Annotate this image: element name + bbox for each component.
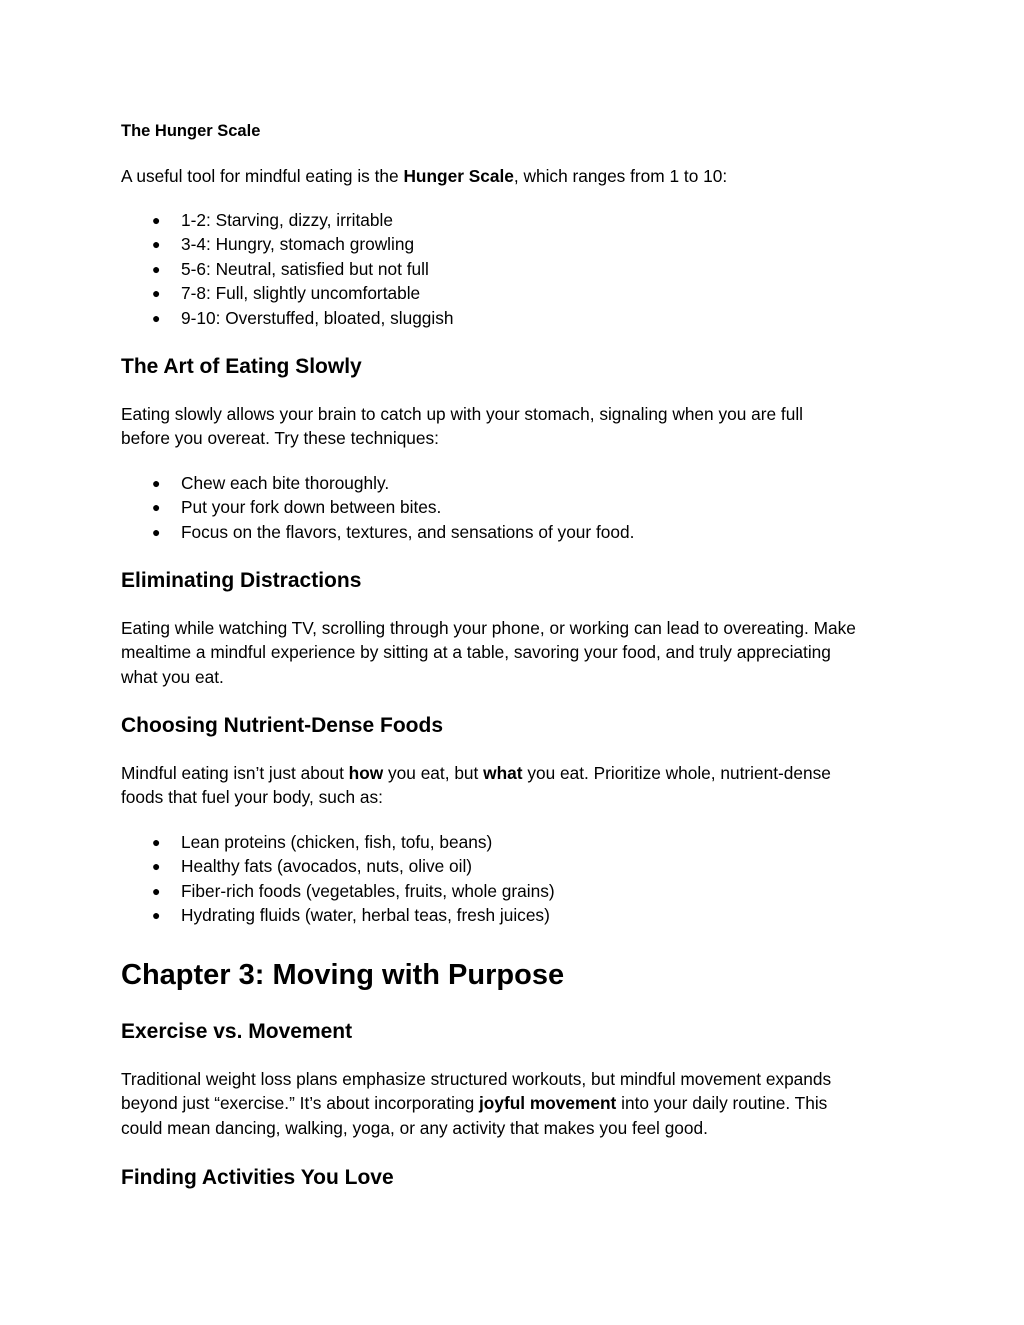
list-item — [121, 257, 911, 281]
list-item — [121, 306, 911, 330]
list-item — [121, 232, 911, 256]
list-item-text: 1-2: Starving, dizzy, irritable — [181, 210, 393, 230]
chapter-heading: Chapter 3: Moving with Purpose — [121, 959, 565, 991]
paragraph-nutrient-dense — [121, 761, 911, 810]
list-item-text: Healthy fats (avocados, nuts, olive oil) — [181, 856, 473, 877]
bullet-icon: ● — [152, 834, 161, 850]
list-item-text: 9-10: Overstuffed, bloated, sluggish — [181, 307, 454, 328]
list-item — [121, 903, 911, 927]
bold-text: what — [483, 763, 523, 783]
section-heading-exercise-movement: Exercise vs. Movement — [121, 1020, 353, 1043]
bullet-icon: ● — [152, 475, 161, 491]
text-run: Mindful eating isn’t just about — [121, 763, 349, 783]
text-line: Eating slowly allows your brain to catch up with your stomach, signaling when you are full — [121, 404, 803, 424]
paragraph-distractions — [121, 616, 911, 689]
text-run: into your daily routine. This — [616, 1093, 828, 1114]
paragraph-eating-slowly — [121, 402, 911, 451]
bold-text: joyful movement — [478, 1093, 617, 1114]
list-item-text: Focus on the flavors, textures, and sensations of your food. — [181, 521, 635, 542]
list-item-text: 7-8: Full, slightly uncomfortable — [181, 283, 421, 304]
eating-slowly-list — [121, 471, 911, 544]
list-item — [121, 281, 911, 305]
bullet-icon: ● — [152, 285, 161, 302]
text-line: what you eat. — [121, 666, 224, 687]
list-item-text: Hydrating fluids (water, herbal teas, fresh juices) — [181, 905, 550, 926]
bullet-icon: ● — [152, 499, 161, 516]
bullet-icon: ● — [152, 212, 161, 228]
list-item-text: Fiber-rich foods (vegetables, fruits, whole grains) — [181, 880, 555, 901]
list-item-text: Put your fork down between bites. — [181, 497, 442, 518]
text-run: beyond just “exercise.” It’s about incorporating — [121, 1093, 479, 1114]
text-line: could mean dancing, walking, yoga, or any activity that makes you feel good. — [121, 1117, 708, 1138]
bullet-icon: ● — [152, 882, 161, 899]
text-line: foods that fuel your body, such as: — [121, 787, 383, 808]
list-item — [121, 495, 911, 519]
bullet-icon: ● — [152, 523, 161, 540]
list-item-text: Lean proteins (chicken, fish, tofu, beans) — [181, 832, 493, 852]
text-run: A useful tool for mindful eating is the — [121, 166, 404, 186]
bullet-icon: ● — [152, 309, 161, 326]
hunger-scale-list — [121, 208, 911, 330]
text-run: you eat, but — [383, 763, 484, 783]
nutrient-dense-list — [121, 830, 911, 928]
bold-text: how — [348, 763, 384, 783]
bullet-icon: ● — [152, 858, 161, 875]
bullet-icon: ● — [152, 260, 161, 277]
list-item — [121, 208, 911, 232]
list-item — [121, 520, 911, 544]
paragraph-exercise-movement — [121, 1067, 911, 1140]
bullet-icon: ● — [152, 907, 161, 924]
list-item — [121, 854, 911, 878]
list-item — [121, 879, 911, 903]
list-item-text: 3-4: Hungry, stomach growling — [181, 234, 415, 255]
bullet-icon: ● — [152, 236, 161, 253]
paragraph-hunger-scale-intro — [121, 164, 911, 188]
section-heading-distractions: Eliminating Distractions — [121, 569, 362, 592]
section-heading-finding-activities: Finding Activities You Love — [121, 1166, 394, 1189]
list-item-text: Chew each bite thoroughly. — [181, 473, 390, 493]
bold-text: Hunger Scale — [403, 166, 514, 186]
list-item-text: 5-6: Neutral, satisfied but not full — [181, 258, 429, 279]
text-line: Traditional weight loss plans emphasize structured workouts, but mindful movement expands — [121, 1069, 832, 1089]
text-line: before you overeat. Try these techniques: — [121, 428, 439, 449]
text-run: you eat. Prioritize whole, nutrient-dense — [522, 763, 831, 783]
text-run: , which ranges from 1 to 10: — [513, 166, 728, 186]
text-line: Eating while watching TV, scrolling through your phone, or working can lead to overeating. Make — [121, 618, 856, 638]
section-heading-nutrient-dense: Choosing Nutrient-Dense Foods — [121, 714, 443, 737]
list-item — [121, 830, 911, 854]
text-line: mealtime a mindful experience by sitting at a table, savoring your food, and truly appreciating — [121, 642, 831, 663]
section-heading-hunger-scale: The Hunger Scale — [121, 122, 261, 140]
section-heading-eating-slowly: The Art of Eating Slowly — [121, 355, 362, 378]
list-item — [121, 471, 911, 495]
